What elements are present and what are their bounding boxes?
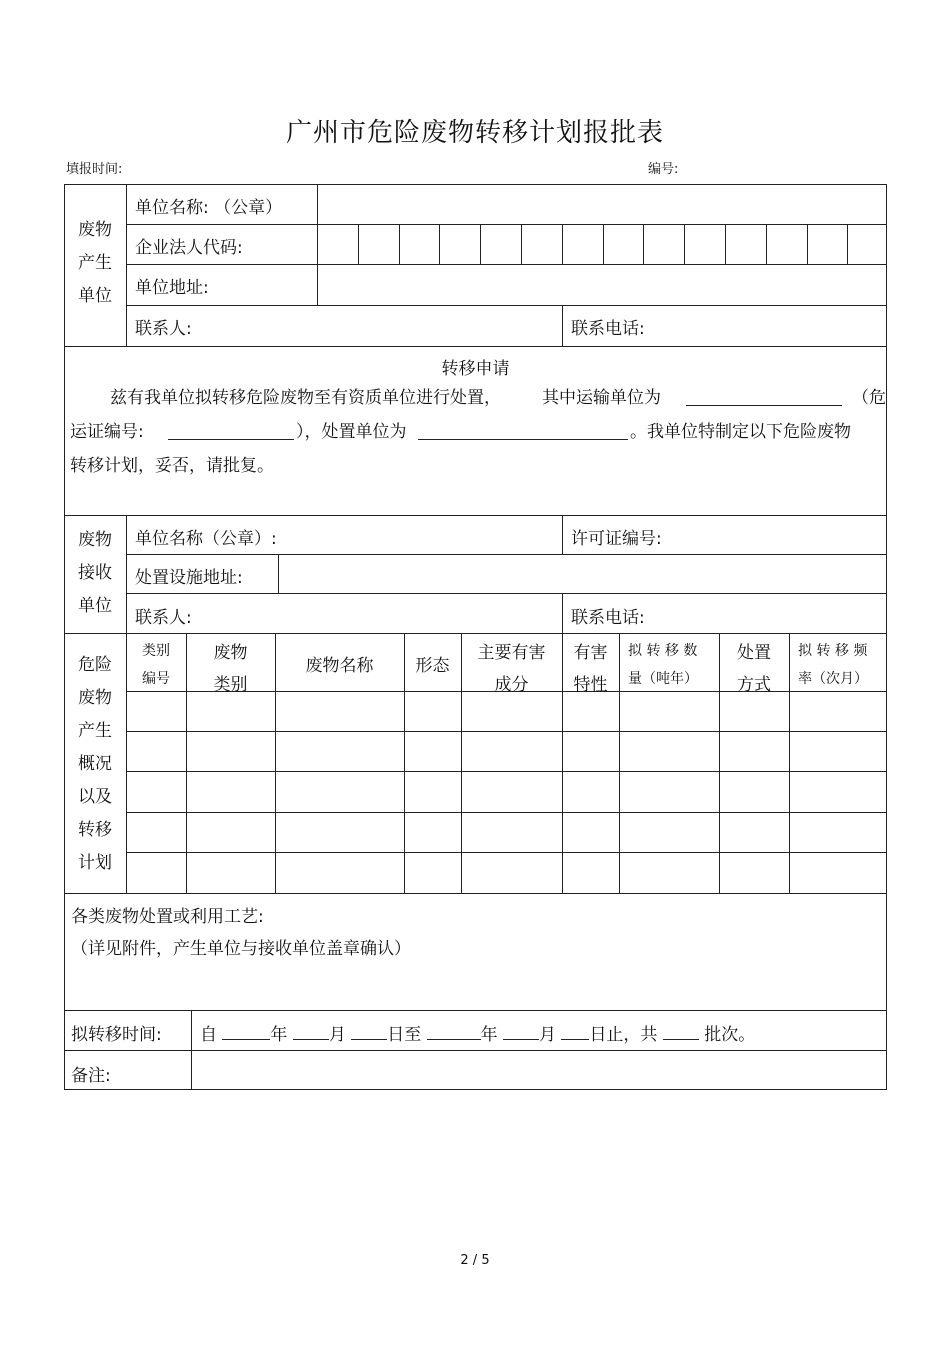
producer-contact-label: 联系人: xyxy=(135,319,192,339)
plan-row-5[interactable] xyxy=(127,853,887,893)
start-year-blank[interactable] xyxy=(222,1021,270,1040)
header-transfer-frequency: 拟 转 移 频 率（次月） xyxy=(798,643,868,687)
plan-row-1[interactable] xyxy=(127,692,887,731)
serial-number-label: 编号: xyxy=(648,162,679,177)
header-form: 形态 xyxy=(415,656,450,676)
plan-row-3[interactable] xyxy=(127,772,887,812)
header-disposal-method: 处置 方式 xyxy=(737,643,771,695)
receiver-unit-name-label: 单位名称（公章）: xyxy=(135,529,277,549)
end-month-blank[interactable] xyxy=(503,1021,539,1040)
transfer-time-label: 拟转移时间: xyxy=(71,1025,162,1045)
transport-license-blank[interactable] xyxy=(168,419,294,440)
transfer-time-line: 自 年 月 日至 年 月 日止，共 批次。 xyxy=(200,1020,755,1045)
license-number-label: 许可证编号: xyxy=(571,529,662,549)
facility-address-label: 处置设施地址: xyxy=(135,568,243,588)
end-year-blank[interactable] xyxy=(427,1021,481,1040)
producer-unit-name-label: 单位名称: （公章） xyxy=(135,198,283,218)
start-month-blank[interactable] xyxy=(293,1021,329,1040)
approval-form: 废物 产生 单位 单位名称: （公章） 企业法人代码: 单位地址: 联系人: 联系电话: 转移申请 兹有我单位拟转移危险废物至有资质单位进行处置， 其中运输单位为 （危 运证编号: ），处置单位为 。我单位特制定以下危险废物 转移计划，妥否，请批复。 废物 接收 单位 单位名称（公章）: 许可证编号: 处置设施地址: 联系人: 联系电话: 危险 废物 产生 概况 以及 转移 计划 类别 编号 废物 类别 废物名称 形态 主要有害 成分 有害 特性 拟 转 移 数 量（吨年） 处置 方式 拟 转 移 频 率（次月） 各类废物处置或利用工艺: （详见附件，产生单位与接收单位盖章确认） 拟转移时间: 自 年 月 日至 年 月 日止，共 批次。 备注: xyxy=(64,184,887,1090)
header-main-hazard: 主要有害 成分 xyxy=(477,643,546,695)
producer-phone-label: 联系电话: xyxy=(571,319,645,339)
receiver-phone-label: 联系电话: xyxy=(571,608,645,628)
disposal-unit-blank[interactable] xyxy=(418,419,628,440)
producer-address-label: 单位地址: xyxy=(135,278,209,298)
header-waste-name: 废物名称 xyxy=(305,656,374,676)
header-waste-category: 废物 类别 xyxy=(213,643,248,695)
receiver-contact-label: 联系人: xyxy=(135,608,192,628)
legal-code-field[interactable] xyxy=(318,225,886,263)
process-label: 各类废物处置或利用工艺: xyxy=(71,907,264,927)
remarks-field[interactable] xyxy=(192,1051,886,1089)
header-transfer-quantity: 拟 转 移 数 量（吨年） xyxy=(628,643,698,687)
producer-unit-name-field[interactable] xyxy=(318,185,886,223)
start-day-blank[interactable] xyxy=(351,1021,387,1040)
header-hazard-property: 有害 特性 xyxy=(573,643,608,695)
remarks-label: 备注: xyxy=(71,1066,111,1086)
receiver-section-label: 废物 接收 单位 xyxy=(78,530,112,616)
document-title: 广州市危险废物转移计划报批表 xyxy=(285,118,664,148)
transport-unit-blank[interactable] xyxy=(686,385,842,406)
end-day-blank[interactable] xyxy=(561,1021,589,1040)
page-number: 2 / 5 xyxy=(460,1253,490,1268)
legal-code-label: 企业法人代码: xyxy=(135,238,243,258)
application-heading: 转移申请 xyxy=(441,359,510,379)
producer-address-field[interactable] xyxy=(318,265,886,304)
plan-row-2[interactable] xyxy=(127,732,887,771)
plan-section-label: 危险 废物 产生 概况 以及 转移 计划 xyxy=(78,655,112,873)
batch-count-blank[interactable] xyxy=(663,1021,699,1040)
header-category-code: 类别 编号 xyxy=(142,643,170,687)
producer-section-label: 废物 产生 单位 xyxy=(78,220,112,306)
process-note: （详见附件，产生单位与接收单位盖章确认） xyxy=(71,939,411,959)
plan-row-4[interactable] xyxy=(127,813,887,852)
fill-time-label: 填报时间: xyxy=(66,162,123,177)
facility-address-field[interactable] xyxy=(279,555,886,592)
process-field[interactable] xyxy=(65,962,886,1009)
